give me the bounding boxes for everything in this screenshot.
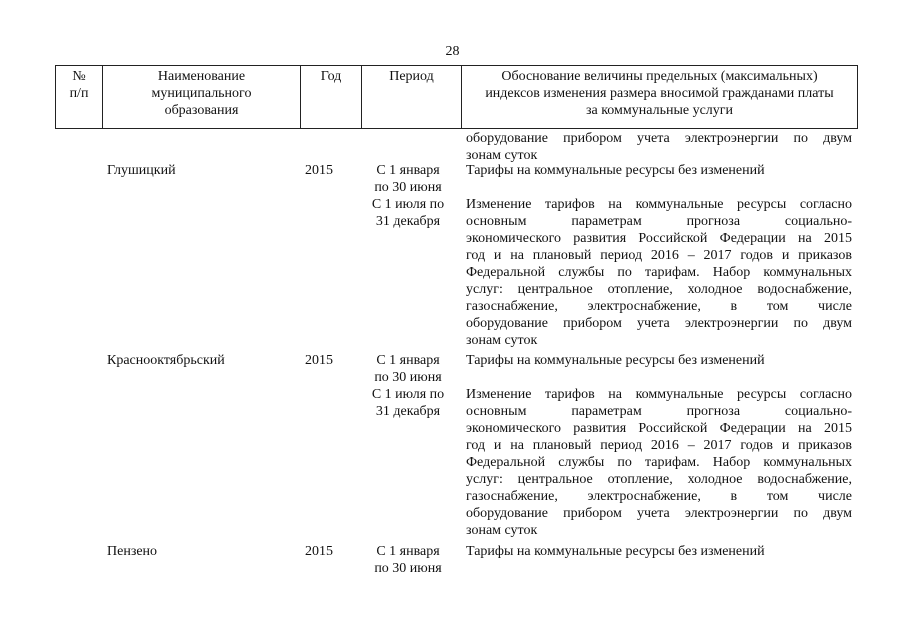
text-line: экономического развития Российской Федерации на 2015 bbox=[466, 231, 852, 246]
text-line: Федеральной службы по тарифам. Набор коммунальных bbox=[466, 265, 852, 280]
text-line: услуг: центральное отопление, холодное водоснабжение, bbox=[466, 282, 852, 297]
period-first-half bbox=[358, 352, 458, 386]
year-cell: 2015 bbox=[305, 544, 333, 559]
text-line: газоснабжение, электроснабжение, в том числе bbox=[466, 299, 852, 314]
text-line: зонам суток bbox=[466, 148, 538, 163]
header-text: Год bbox=[320, 69, 342, 84]
municipality-name: Пензено bbox=[107, 544, 158, 559]
text-line: зонам суток bbox=[466, 523, 538, 538]
justification-text bbox=[466, 196, 852, 349]
header-text: индексов изменения размера вносимой гражданами платы bbox=[485, 86, 834, 101]
no-change-text: Тарифы на коммунальные ресурсы без изменений bbox=[466, 163, 765, 178]
period-line: по 30 июня bbox=[374, 180, 442, 195]
page-number: 28 bbox=[445, 44, 460, 59]
header-text: Наименование bbox=[157, 69, 246, 84]
header-col-period bbox=[361, 66, 461, 128]
period-second-half bbox=[358, 386, 458, 420]
text-line: Изменение тарифов на коммунальные ресурсы согласно bbox=[466, 387, 852, 402]
period-line: С 1 июля по bbox=[371, 387, 445, 402]
text-line: основным параметрам прогноза социально- bbox=[466, 214, 852, 229]
period-line: С 1 января bbox=[376, 163, 440, 178]
municipality-name: Глушицкий bbox=[107, 163, 176, 178]
text-line: зонам суток bbox=[466, 333, 538, 348]
text-line: услуг: центральное отопление, холодное водоснабжение, bbox=[466, 472, 852, 487]
text-line: оборудование прибором учета электроэнергии по двум bbox=[466, 506, 852, 521]
period-line: С 1 января bbox=[376, 353, 440, 368]
header-col-name bbox=[102, 66, 300, 128]
period-line: С 1 января bbox=[376, 544, 440, 559]
year-cell: 2015 bbox=[305, 353, 333, 368]
text-line: год и на плановый период 2016 – 2017 годов и приказов bbox=[466, 248, 852, 263]
period-second-half bbox=[358, 196, 458, 230]
no-change-text: Тарифы на коммунальные ресурсы без изменений bbox=[466, 353, 765, 368]
header-col-year bbox=[300, 66, 361, 128]
period-line: по 30 июня bbox=[374, 561, 442, 576]
header-text: за коммунальные услуги bbox=[585, 103, 734, 118]
period-first-half bbox=[358, 162, 458, 196]
text-line: оборудование прибором учета электроэнергии по двум bbox=[466, 131, 852, 146]
header-text: муниципального bbox=[151, 86, 252, 101]
period-line: С 1 июля по bbox=[371, 197, 445, 212]
text-line: год и на плановый период 2016 – 2017 годов и приказов bbox=[466, 438, 852, 453]
text-line: Изменение тарифов на коммунальные ресурсы согласно bbox=[466, 197, 852, 212]
header-col-justification bbox=[461, 66, 858, 128]
header-text: Обоснование величины предельных (максимальных) bbox=[501, 69, 818, 84]
text-line: основным параметрам прогноза социально- bbox=[466, 404, 852, 419]
period-first-half bbox=[358, 543, 458, 577]
year-cell: 2015 bbox=[305, 163, 333, 178]
carryover-text bbox=[466, 130, 852, 164]
text-line: оборудование прибором учета электроэнергии по двум bbox=[466, 316, 852, 331]
text-line: газоснабжение, электроснабжение, в том числе bbox=[466, 489, 852, 504]
municipality-name: Краснооктябрьский bbox=[107, 353, 225, 368]
period-line: 31 декабря bbox=[375, 214, 441, 229]
header-text: № bbox=[72, 69, 86, 84]
header-text: Период bbox=[389, 69, 434, 84]
no-change-text: Тарифы на коммунальные ресурсы без изменений bbox=[466, 544, 765, 559]
table-header bbox=[55, 65, 858, 129]
justification-text bbox=[466, 386, 852, 539]
header-text: образования bbox=[164, 103, 239, 118]
header-col-number bbox=[55, 66, 102, 128]
text-line: экономического развития Российской Федерации на 2015 bbox=[466, 421, 852, 436]
period-line: по 30 июня bbox=[374, 370, 442, 385]
period-line: 31 декабря bbox=[375, 404, 441, 419]
text-line: Федеральной службы по тарифам. Набор коммунальных bbox=[466, 455, 852, 470]
header-text: п/п bbox=[69, 86, 89, 101]
